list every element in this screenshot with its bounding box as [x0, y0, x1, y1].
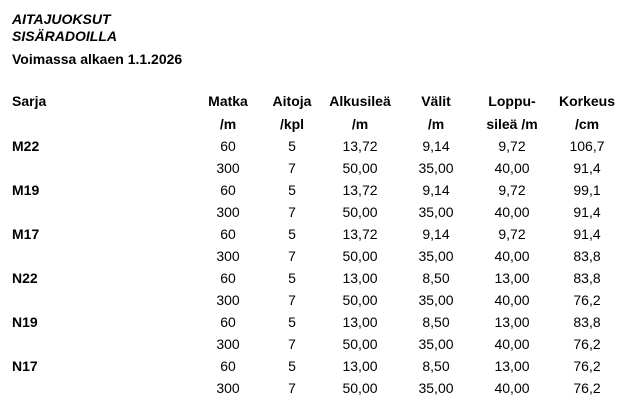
table-cell: 40,00 — [494, 292, 530, 308]
table-cell: 7 — [288, 292, 296, 308]
table-cell: 76,2 — [573, 336, 601, 352]
table-cell: 9,72 — [498, 182, 526, 198]
table-cell: 83,8 — [573, 270, 601, 286]
table-cell: 13,00 — [494, 270, 530, 286]
table-cell: 50,00 — [342, 248, 378, 264]
column-header-loppusilea-unit: sileä /m — [486, 116, 538, 132]
table-cell: 40,00 — [494, 336, 530, 352]
table-cell: 91,4 — [573, 204, 601, 220]
table-cell: 9,14 — [422, 182, 450, 198]
table-cell: 40,00 — [494, 380, 530, 396]
table-cell: 40,00 — [494, 204, 530, 220]
table-cell: 300 — [216, 380, 240, 396]
table-cell: 91,4 — [573, 226, 601, 242]
column-header-sarja: Sarja — [12, 93, 47, 109]
table-cell: 106,7 — [569, 138, 605, 154]
column-header-korkeus: Korkeus — [558, 93, 616, 109]
table-cell: 60 — [220, 270, 236, 286]
column-header-loppusilea: Loppu- — [488, 93, 536, 109]
table-cell: 7 — [288, 336, 296, 352]
table-cell: 7 — [288, 204, 296, 220]
table-cell: 35,00 — [418, 336, 454, 352]
table-cell: 13,00 — [494, 358, 530, 374]
table-cell: 60 — [220, 358, 236, 374]
validity-subtitle: Voimassa alkaen 1.1.2026 — [12, 51, 183, 67]
table-cell: 7 — [288, 380, 296, 396]
table-cell: 8,50 — [422, 358, 450, 374]
table-cell: 50,00 — [342, 204, 378, 220]
table-cell: 76,2 — [573, 292, 601, 308]
table-cell: 5 — [288, 138, 296, 154]
table-cell: 7 — [288, 248, 296, 264]
table-cell: 9,14 — [422, 226, 450, 242]
column-header-valit-unit: /m — [427, 116, 445, 132]
table-cell: 300 — [216, 336, 240, 352]
group-label: M19 — [12, 182, 40, 198]
table-cell: 35,00 — [418, 160, 454, 176]
column-header-alkusilea: Alkusileä — [329, 93, 391, 109]
table-cell: 50,00 — [342, 336, 378, 352]
column-header-matka: Matka — [208, 93, 248, 109]
table-cell: 9,14 — [422, 138, 450, 154]
table-cell: 13,00 — [342, 358, 378, 374]
table-cell: 13,72 — [342, 138, 378, 154]
table-cell: 60 — [220, 226, 236, 242]
table-cell: 9,72 — [498, 138, 526, 154]
table-cell: 83,8 — [573, 248, 601, 264]
table-cell: 13,00 — [494, 314, 530, 330]
table-cell: 300 — [216, 160, 240, 176]
table-cell: 5 — [288, 358, 296, 374]
table-cell: 50,00 — [342, 292, 378, 308]
table-cell: 13,72 — [342, 182, 378, 198]
table-cell: 300 — [216, 204, 240, 220]
table-cell: 5 — [288, 226, 296, 242]
table-cell: 35,00 — [418, 292, 454, 308]
group-label: N19 — [12, 314, 38, 330]
table-cell: 76,2 — [573, 358, 601, 374]
table-cell: 60 — [220, 314, 236, 330]
table-cell: 5 — [288, 270, 296, 286]
table-cell: 91,4 — [573, 160, 601, 176]
table-cell: 50,00 — [342, 380, 378, 396]
column-header-aitoja-unit: /kpl — [279, 116, 305, 132]
group-label: M22 — [12, 138, 40, 154]
column-header-valit: Välit — [421, 93, 451, 109]
table-cell: 35,00 — [418, 248, 454, 264]
table-cell: 60 — [220, 182, 236, 198]
table-cell: 13,00 — [342, 314, 378, 330]
column-header-alkusilea-unit: /m — [351, 116, 369, 132]
table-cell: 8,50 — [422, 270, 450, 286]
column-header-korkeus-unit: /cm — [574, 116, 600, 132]
table-cell: 7 — [288, 160, 296, 176]
table-cell: 50,00 — [342, 160, 378, 176]
group-label: M17 — [12, 226, 40, 242]
table-cell: 5 — [288, 314, 296, 330]
table-cell: 5 — [288, 182, 296, 198]
page-title-line-1: AITAJUOKSUT — [12, 11, 111, 27]
table-cell: 60 — [220, 138, 236, 154]
table-cell: 9,72 — [498, 226, 526, 242]
table-cell: 300 — [216, 248, 240, 264]
table-cell: 35,00 — [418, 380, 454, 396]
table-cell: 40,00 — [494, 160, 530, 176]
column-header-matka-unit: /m — [219, 116, 237, 132]
table-cell: 83,8 — [573, 314, 601, 330]
table-cell: 76,2 — [573, 380, 601, 396]
group-label: N22 — [12, 270, 38, 286]
table-cell: 99,1 — [573, 182, 601, 198]
page-title-line-2: SISÄRADOILLA — [12, 28, 117, 44]
table-cell: 35,00 — [418, 204, 454, 220]
table-cell: 8,50 — [422, 314, 450, 330]
column-header-aitoja: Aitoja — [272, 93, 312, 109]
group-label: N17 — [12, 358, 38, 374]
table-cell: 300 — [216, 292, 240, 308]
table-cell: 13,72 — [342, 226, 378, 242]
table-cell: 13,00 — [342, 270, 378, 286]
table-cell: 40,00 — [494, 248, 530, 264]
